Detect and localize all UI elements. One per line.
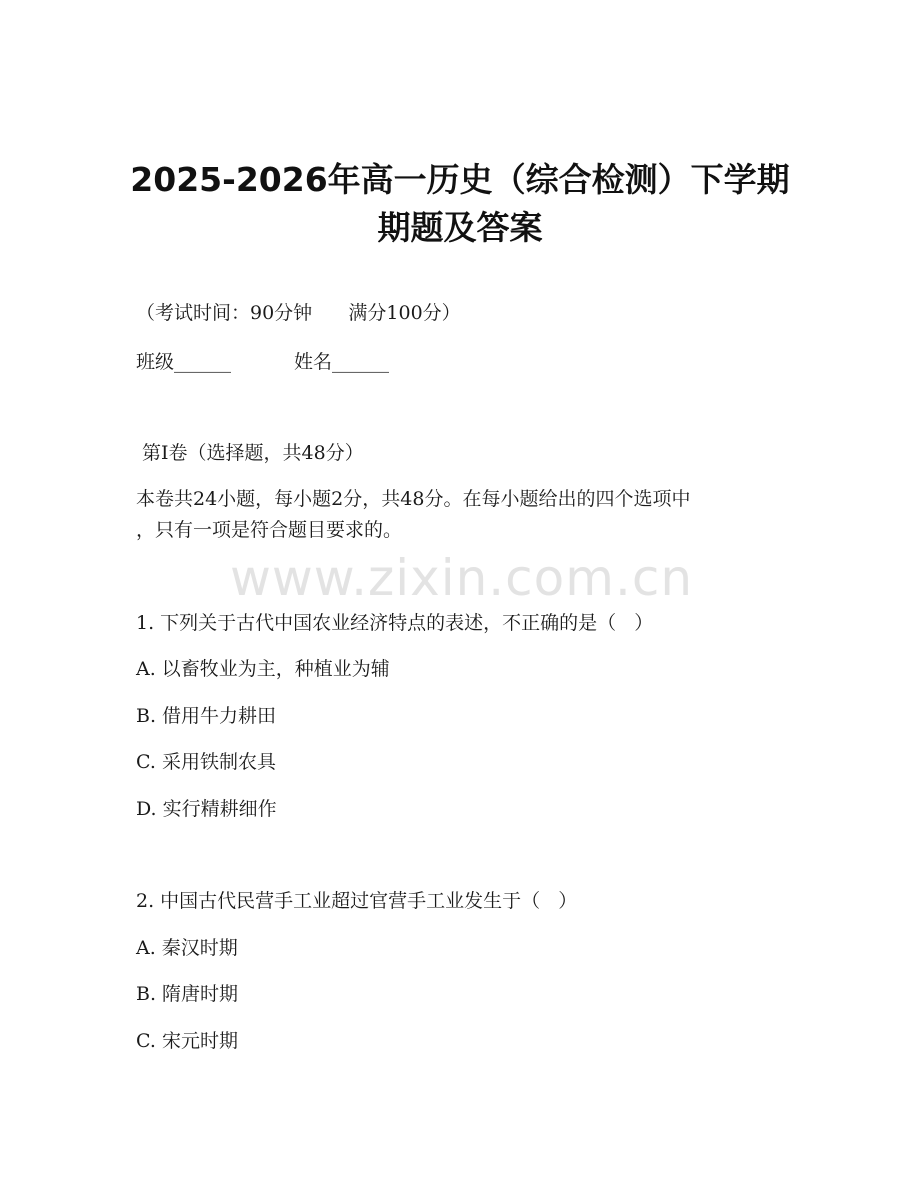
question-1-option-a: A. 以畜牧业为主，种植业为辅 [136, 658, 390, 680]
watermark: www.zixin.com.cn [230, 549, 694, 607]
question-1-stem: 1. 下列关于古代中国农业经济特点的表述，不正确的是（ ） [136, 612, 654, 634]
question-1-option-c: C. 采用铁制农具 [136, 751, 276, 773]
class-field: 班级______ [136, 351, 232, 373]
question-2-option-c: C. 宋元时期 [136, 1030, 238, 1052]
question-2-option-b: B. 隋唐时期 [136, 983, 239, 1005]
question-2-option-a: A. 秦汉时期 [136, 937, 238, 959]
question-1-option-b: B. 借用牛力耕田 [136, 705, 277, 727]
question-1-option-d: D. 实行精耕细作 [136, 798, 277, 820]
section-heading: 第Ⅰ卷（选择题，共48分） [136, 442, 364, 464]
name-field: 姓名______ [294, 351, 390, 373]
document-title-line-2: 期题及答案 [377, 208, 543, 247]
instructions-line-2: ，只有一项是符合题目要求的。 [136, 519, 403, 541]
instructions-line-1: 本卷共24小题，每小题2分，共48分。在每小题给出的四个选项中 [136, 488, 691, 510]
document-title-line-1: 2025-2026年高一历史（综合检测）下学期 [130, 160, 790, 199]
exam-info: （考试时间：90分钟 满分100分） [136, 302, 461, 324]
question-2-stem: 2. 中国古代民营手工业超过官营手工业发生于（ ） [136, 890, 578, 912]
